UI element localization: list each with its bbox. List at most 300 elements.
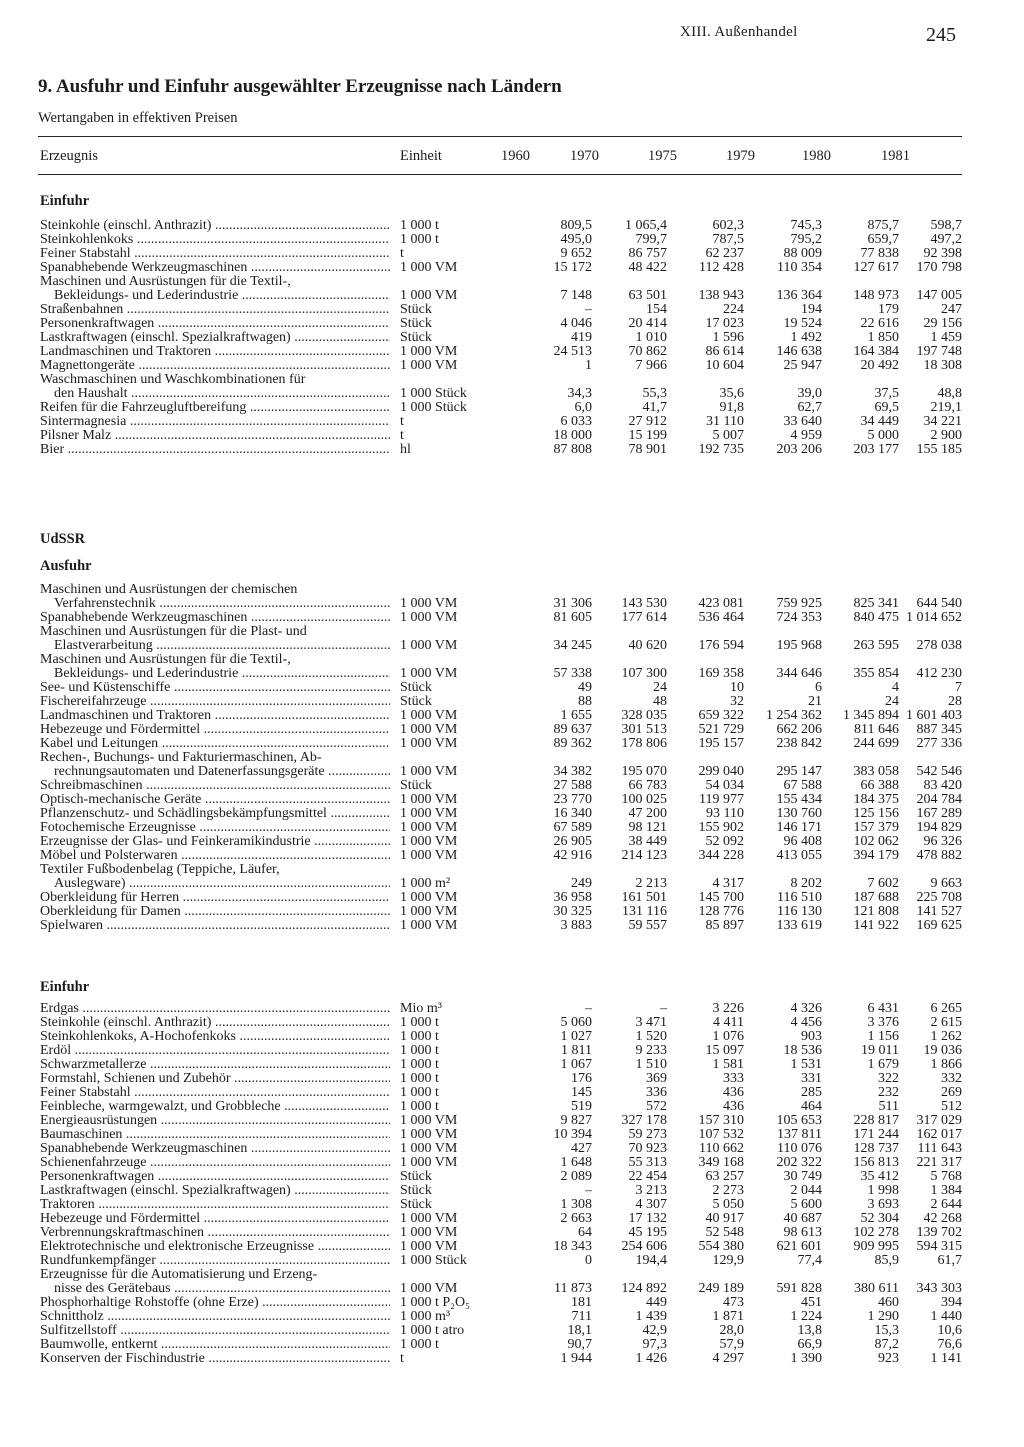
value-cell: 78 901 — [628, 442, 667, 457]
value-cell: 197 748 — [916, 344, 962, 359]
product-label — [40, 1338, 390, 1352]
value-cell: 1 065,4 — [625, 218, 667, 233]
value-cell: 7 — [955, 680, 962, 695]
value-cell: 59 273 — [628, 1127, 667, 1142]
value-cell: 67 588 — [783, 778, 822, 793]
product-label — [40, 583, 390, 611]
value-cell: 4 297 — [712, 1351, 744, 1366]
product-name-line: Hebezeuge und Fördermittel ..... — [40, 723, 390, 737]
value-cell: 2 213 — [635, 876, 667, 891]
product-name-line: Straßenbahnen ..... — [40, 303, 390, 317]
value-cell: 195 968 — [776, 638, 822, 653]
value-cell: 38 449 — [628, 834, 667, 849]
value-cell: 42 268 — [923, 1211, 962, 1226]
unit-cell: Stück — [400, 302, 432, 317]
unit-cell: 1 000 t — [400, 232, 439, 247]
value-cell: 87 808 — [553, 442, 592, 457]
value-cell: 63 501 — [628, 288, 667, 303]
product-name-line: Pilsner Malz ..... — [40, 429, 390, 443]
unit-cell: 1 000 t — [400, 1057, 439, 1072]
product-label — [40, 1100, 390, 1114]
value-cell: 285 — [801, 1085, 822, 1100]
value-cell: 5 000 — [867, 428, 899, 443]
value-cell: 1 581 — [712, 1057, 744, 1072]
product-label — [40, 1002, 390, 1016]
value-cell: 157 310 — [698, 1113, 744, 1128]
product-label — [40, 1016, 390, 1030]
value-cell: 1 440 — [930, 1309, 962, 1324]
value-cell: 254 606 — [621, 1239, 667, 1254]
value-cell: 909 995 — [853, 1239, 899, 1254]
product-label — [40, 751, 390, 779]
value-cell: 111 643 — [917, 1141, 962, 1156]
value-cell: 83 420 — [923, 778, 962, 793]
value-cell: 21 — [808, 694, 822, 709]
col-header-1960: 1960 — [501, 148, 530, 164]
value-cell: 2 615 — [930, 1015, 962, 1030]
value-cell: 59 557 — [628, 918, 667, 933]
value-cell: 125 156 — [853, 806, 899, 821]
value-cell: 131 116 — [622, 904, 667, 919]
product-label — [40, 1324, 390, 1338]
value-cell: 31 110 — [706, 414, 744, 429]
value-cell: 77 838 — [860, 246, 899, 261]
value-cell: 2 273 — [712, 1183, 744, 1198]
value-cell: 128 737 — [853, 1141, 899, 1156]
table-row — [38, 443, 962, 457]
product-name-line: Verfahrenstechnik ..... — [54, 597, 390, 611]
value-cell: 141 527 — [916, 904, 962, 919]
unit-cell: 1 000 m³ — [400, 1309, 451, 1324]
value-cell: 795,2 — [790, 232, 822, 247]
top-rule — [38, 136, 962, 137]
value-cell: 6 — [815, 680, 822, 695]
value-cell: 247 — [941, 302, 962, 317]
value-cell: 112 428 — [699, 260, 744, 275]
value-cell: 536 464 — [698, 610, 744, 625]
value-cell: 413 055 — [776, 848, 822, 863]
value-cell: – — [585, 302, 592, 317]
value-cell: 332 — [941, 1071, 962, 1086]
value-cell: 9 233 — [635, 1043, 667, 1058]
value-cell: 4 307 — [635, 1197, 667, 1212]
unit-cell: 1 000 VM — [400, 1141, 458, 1156]
unit-cell: Mio m³ — [400, 1001, 442, 1016]
value-cell: 42 916 — [553, 848, 592, 863]
table-row — [38, 1226, 962, 1240]
value-cell: 40 687 — [783, 1211, 822, 1226]
value-cell: 154 — [646, 302, 667, 317]
value-cell: 1 390 — [790, 1351, 822, 1366]
value-cell: 133 619 — [776, 918, 822, 933]
value-cell: 102 278 — [853, 1225, 899, 1240]
value-cell: 39,0 — [797, 386, 822, 401]
product-name-line: Landmaschinen und Traktoren ..... — [40, 709, 390, 723]
value-cell: 24 — [885, 694, 899, 709]
product-label — [40, 331, 390, 345]
table-row — [38, 219, 962, 233]
unit-cell: 1 000 VM — [400, 1127, 458, 1142]
section-heading-einfuhr: Einfuhr — [40, 193, 90, 209]
value-cell: 36 958 — [553, 890, 592, 905]
value-cell: 3 376 — [867, 1015, 899, 1030]
table-row — [38, 1170, 962, 1184]
value-cell: 22 454 — [628, 1169, 667, 1184]
value-cell: 572 — [646, 1099, 667, 1114]
value-cell: 2 900 — [930, 428, 962, 443]
product-label — [40, 345, 390, 359]
unit-cell: 1 000 t — [400, 218, 439, 233]
product-label — [40, 1072, 390, 1086]
value-cell: 156 813 — [853, 1155, 899, 1170]
value-cell: – — [585, 1001, 592, 1016]
value-cell: 23 770 — [553, 792, 592, 807]
value-cell: 178 806 — [621, 736, 667, 751]
value-cell: 17 023 — [705, 316, 744, 331]
value-cell: 88 — [578, 694, 592, 709]
value-cell: 322 — [878, 1071, 899, 1086]
value-cell: 1 345 894 — [843, 708, 899, 723]
value-cell: 1 067 — [560, 1057, 592, 1072]
value-cell: 1 850 — [867, 330, 899, 345]
value-cell: 423 081 — [698, 596, 744, 611]
header-rule — [38, 174, 962, 175]
value-cell: 4 — [892, 680, 899, 695]
value-cell: 336 — [646, 1085, 667, 1100]
product-name-line: Elastverarbeitung ..... — [54, 639, 390, 653]
value-cell: 1 254 362 — [766, 708, 822, 723]
value-cell: 19 011 — [861, 1043, 899, 1058]
product-name-line: Oberkleidung für Herren ..... — [40, 891, 390, 905]
product-name-line: Magnettongeräte ..... — [40, 359, 390, 373]
product-label — [40, 1058, 390, 1072]
table-row — [38, 653, 962, 681]
product-name-line: Spanabhebende Werkzeugmaschinen ..... — [40, 1142, 390, 1156]
value-cell: 875,7 — [867, 218, 899, 233]
value-cell: 9 827 — [560, 1113, 592, 1128]
unit-cell: 1 000 VM — [400, 792, 458, 807]
value-cell: 1 944 — [560, 1351, 592, 1366]
value-cell: 52 304 — [860, 1211, 899, 1226]
value-cell: 98 121 — [628, 820, 667, 835]
table-row — [38, 835, 962, 849]
value-cell: 145 700 — [698, 890, 744, 905]
product-label — [40, 415, 390, 429]
product-label — [40, 807, 390, 821]
value-cell: 1 866 — [930, 1057, 962, 1072]
table-row — [38, 849, 962, 863]
product-name-line: Reifen für die Fahrzeugluftbereifung ..... — [40, 401, 390, 415]
unit-cell: 1 000 VM — [400, 358, 458, 373]
value-cell: 460 — [878, 1295, 899, 1310]
value-cell: 92 398 — [923, 246, 962, 261]
value-cell: 19 524 — [783, 316, 822, 331]
value-cell: 5 768 — [930, 1169, 962, 1184]
value-cell: 203 206 — [776, 442, 822, 457]
value-cell: 519 — [571, 1099, 592, 1114]
value-cell: 24 513 — [553, 344, 592, 359]
product-label — [40, 1184, 390, 1198]
product-name-line: Lastkraftwagen (einschl. Spezialkraftwagen) ..... — [40, 1184, 390, 1198]
product-name-line: nisse des Gerätebaus ..... — [54, 1282, 390, 1296]
product-label — [40, 1254, 390, 1268]
product-name-line: Schnittholz ..... — [40, 1310, 390, 1324]
value-cell: 317 029 — [916, 1113, 962, 1128]
value-cell: 181 — [571, 1295, 592, 1310]
value-cell: 464 — [801, 1099, 822, 1114]
value-cell: 110 354 — [777, 260, 822, 275]
unit-cell: 1 000 VM — [400, 1155, 458, 1170]
value-cell: 33 640 — [783, 414, 822, 429]
table-row — [38, 919, 962, 933]
value-cell: 495,0 — [560, 232, 592, 247]
value-cell: 6 431 — [867, 1001, 899, 1016]
table-row — [38, 275, 962, 303]
unit-cell: Stück — [400, 1169, 432, 1184]
table-row — [38, 905, 962, 919]
value-cell: 54 034 — [705, 778, 744, 793]
value-cell: – — [585, 1183, 592, 1198]
value-cell: 214 123 — [621, 848, 667, 863]
product-name-line: Personenkraftwagen ..... — [40, 1170, 390, 1184]
unit-cell: 1 000 VM — [400, 1225, 458, 1240]
value-cell: 4 326 — [790, 1001, 822, 1016]
value-cell: 130 760 — [776, 806, 822, 821]
unit-cell: Stück — [400, 1197, 432, 1212]
value-cell: 478 882 — [916, 848, 962, 863]
unit-cell: Stück — [400, 330, 432, 345]
value-cell: 745,3 — [790, 218, 822, 233]
value-cell: 18 308 — [923, 358, 962, 373]
value-cell: 2 663 — [560, 1211, 592, 1226]
product-name-line: See- und Küstenschiffe ..... — [40, 681, 390, 695]
product-label — [40, 317, 390, 331]
value-cell: 161 501 — [621, 890, 667, 905]
country-heading: UdSSR — [40, 531, 86, 547]
product-name-line: Maschinen und Ausrüstungen für die Textil-, — [40, 275, 291, 289]
value-cell: 192 735 — [698, 442, 744, 457]
product-name-line: Fotochemische Erzeugnisse ..... — [40, 821, 390, 835]
value-cell: 1 141 — [930, 1351, 962, 1366]
value-cell: 1 439 — [635, 1309, 667, 1324]
value-cell: 52 548 — [705, 1225, 744, 1240]
product-label — [40, 681, 390, 695]
unit-cell: t — [400, 414, 404, 429]
value-cell: 87,2 — [874, 1337, 899, 1352]
product-name-line: Phosphorhaltige Rohstoffe (ohne Erze) ..... — [40, 1296, 390, 1310]
value-cell: 48 — [653, 694, 667, 709]
value-cell: 343 303 — [916, 1281, 962, 1296]
unit-cell: 1 000 VM — [400, 610, 458, 625]
value-cell: 369 — [646, 1071, 667, 1086]
table-row — [38, 1352, 962, 1366]
product-name-line: Elektrotechnische und elektronische Erzeugnisse ..... — [40, 1240, 390, 1254]
value-cell: 41,7 — [642, 400, 667, 415]
value-cell: 102 062 — [853, 834, 899, 849]
value-cell: 659 322 — [698, 708, 744, 723]
value-cell: 20 492 — [860, 358, 899, 373]
table-row — [38, 1268, 962, 1296]
product-label — [40, 1352, 390, 1366]
value-cell: 809,5 — [560, 218, 592, 233]
value-cell: 16 340 — [553, 806, 592, 821]
table-row — [38, 737, 962, 751]
product-name-line: Personenkraftwagen ..... — [40, 317, 390, 331]
product-name-line: den Haushalt ..... — [54, 387, 390, 401]
product-name-line: Baumwolle, entkernt ..... — [40, 1338, 390, 1352]
value-cell: 0 — [585, 1253, 592, 1268]
value-cell: 787,5 — [712, 232, 744, 247]
product-name-line: Bekleidungs- und Lederindustrie ..... — [54, 667, 390, 681]
value-cell: 100 025 — [621, 792, 667, 807]
value-cell: 659,7 — [867, 232, 899, 247]
unit-cell: 1 000 VM — [400, 764, 458, 779]
value-cell: 1 — [585, 358, 592, 373]
value-cell: 542 546 — [916, 764, 962, 779]
table-row — [38, 863, 962, 891]
value-cell: 1 076 — [712, 1029, 744, 1044]
value-cell: 202 322 — [776, 1155, 822, 1170]
value-cell: 6 265 — [930, 1001, 962, 1016]
value-cell: 90,7 — [567, 1337, 592, 1352]
product-name-line: Fischereifahrzeuge ..... — [40, 695, 390, 709]
value-cell: 6 033 — [560, 414, 592, 429]
value-cell: 1 262 — [930, 1029, 962, 1044]
value-cell: 11 873 — [554, 1281, 592, 1296]
table-row — [38, 709, 962, 723]
value-cell: 110 662 — [699, 1141, 744, 1156]
value-cell: 1 156 — [867, 1029, 899, 1044]
value-cell: 394 — [941, 1295, 962, 1310]
value-cell: 380 611 — [854, 1281, 899, 1296]
value-cell: 157 379 — [853, 820, 899, 835]
value-cell: 176 594 — [698, 638, 744, 653]
product-label — [40, 233, 390, 247]
value-cell: 143 530 — [621, 596, 667, 611]
col-header-1981: 1981 — [881, 148, 910, 164]
table-row — [38, 1100, 962, 1114]
table-row — [38, 1254, 962, 1268]
table-row — [38, 1030, 962, 1044]
table-row — [38, 681, 962, 695]
product-label — [40, 611, 390, 625]
product-name-line: Erdöl ..... — [40, 1044, 390, 1058]
value-cell: 15 172 — [553, 260, 592, 275]
value-cell: 711 — [571, 1309, 592, 1324]
value-cell: 15,3 — [874, 1323, 899, 1338]
value-cell: 598,7 — [930, 218, 962, 233]
value-cell: 85 897 — [705, 918, 744, 933]
unit-cell: 1 000 VM — [400, 834, 458, 849]
unit-cell: 1 000 t — [400, 1015, 439, 1030]
value-cell: 45 195 — [628, 1225, 667, 1240]
value-cell: 124 892 — [621, 1281, 667, 1296]
value-cell: 3 693 — [867, 1197, 899, 1212]
value-cell: 55,3 — [642, 386, 667, 401]
product-name-line: Steinkohlenkoks ..... — [40, 233, 390, 247]
unit-cell: 1 000 VM — [400, 708, 458, 723]
unit-cell: t — [400, 428, 404, 443]
table-row — [38, 1016, 962, 1030]
table-row — [38, 807, 962, 821]
product-label — [40, 625, 390, 653]
value-cell: 204 784 — [916, 792, 962, 807]
product-label — [40, 1030, 390, 1044]
product-label — [40, 261, 390, 275]
table-row — [38, 779, 962, 793]
value-cell: 449 — [646, 1295, 667, 1310]
product-label — [40, 1044, 390, 1058]
value-cell: 327 178 — [621, 1113, 667, 1128]
value-cell: 194 — [801, 302, 822, 317]
section-heading-ausfuhr: Ausfuhr — [40, 558, 92, 574]
value-cell: 355 854 — [853, 666, 899, 681]
value-cell: 277 336 — [916, 736, 962, 751]
value-cell: 10 394 — [553, 1127, 592, 1142]
value-cell: 34 449 — [860, 414, 899, 429]
unit-cell: Stück — [400, 316, 432, 331]
value-cell: 18 536 — [783, 1043, 822, 1058]
value-cell: 137 811 — [777, 1127, 822, 1142]
value-cell: 333 — [723, 1071, 744, 1086]
value-cell: 138 943 — [698, 288, 744, 303]
product-name-line: Rechen-, Buchungs- und Fakturiermaschinen, Ab- — [40, 751, 322, 765]
value-cell: 5 060 — [560, 1015, 592, 1030]
value-cell: 244 699 — [853, 736, 899, 751]
unit-cell: 1 000 VM — [400, 288, 458, 303]
value-cell: 147 005 — [916, 288, 962, 303]
product-name-line: Optisch-mechanische Geräte ..... — [40, 793, 390, 807]
value-cell: 203 177 — [853, 442, 899, 457]
unit-cell: 1 000 VM — [400, 890, 458, 905]
unit-cell: 1 000 Stück — [400, 400, 467, 415]
value-cell: 4 411 — [713, 1015, 744, 1030]
table-row — [38, 1212, 962, 1226]
value-cell: 105 653 — [776, 1113, 822, 1128]
value-cell: 31 306 — [553, 596, 592, 611]
unit-cell: 1 000 Stück — [400, 1253, 467, 1268]
table-row — [38, 317, 962, 331]
table-row — [38, 695, 962, 709]
value-cell: 96 408 — [783, 834, 822, 849]
value-cell: 164 384 — [853, 344, 899, 359]
table-row — [38, 1296, 962, 1310]
product-name-line: Erdgas ..... — [40, 1002, 390, 1016]
unit-cell: 1 000 VM — [400, 596, 458, 611]
product-name-line: Rundfunkempfänger ..... — [40, 1254, 390, 1268]
product-label — [40, 401, 390, 415]
table-row — [38, 1072, 962, 1086]
table-row — [38, 415, 962, 429]
table-row — [38, 1324, 962, 1338]
value-cell: 4 046 — [560, 316, 592, 331]
value-cell: 146 638 — [776, 344, 822, 359]
product-name-line: Pflanzenschutz- und Schädlingsbekämpfungsmittel ..... — [40, 807, 390, 821]
value-cell: 554 380 — [698, 1239, 744, 1254]
value-cell: 1 384 — [930, 1183, 962, 1198]
value-cell: 1 648 — [560, 1155, 592, 1170]
value-cell: 263 595 — [853, 638, 899, 653]
product-name-line: Erzeugnisse für die Automatisierung und Erzeng- — [40, 1268, 318, 1282]
product-label — [40, 779, 390, 793]
value-cell: 644 540 — [916, 596, 962, 611]
product-name-line: Spielwaren ..... — [40, 919, 390, 933]
value-cell: 148 973 — [853, 288, 899, 303]
product-label — [40, 1142, 390, 1156]
unit-cell: 1 000 VM — [400, 1113, 458, 1128]
value-cell: 840 475 — [853, 610, 899, 625]
value-cell: 621 601 — [776, 1239, 822, 1254]
